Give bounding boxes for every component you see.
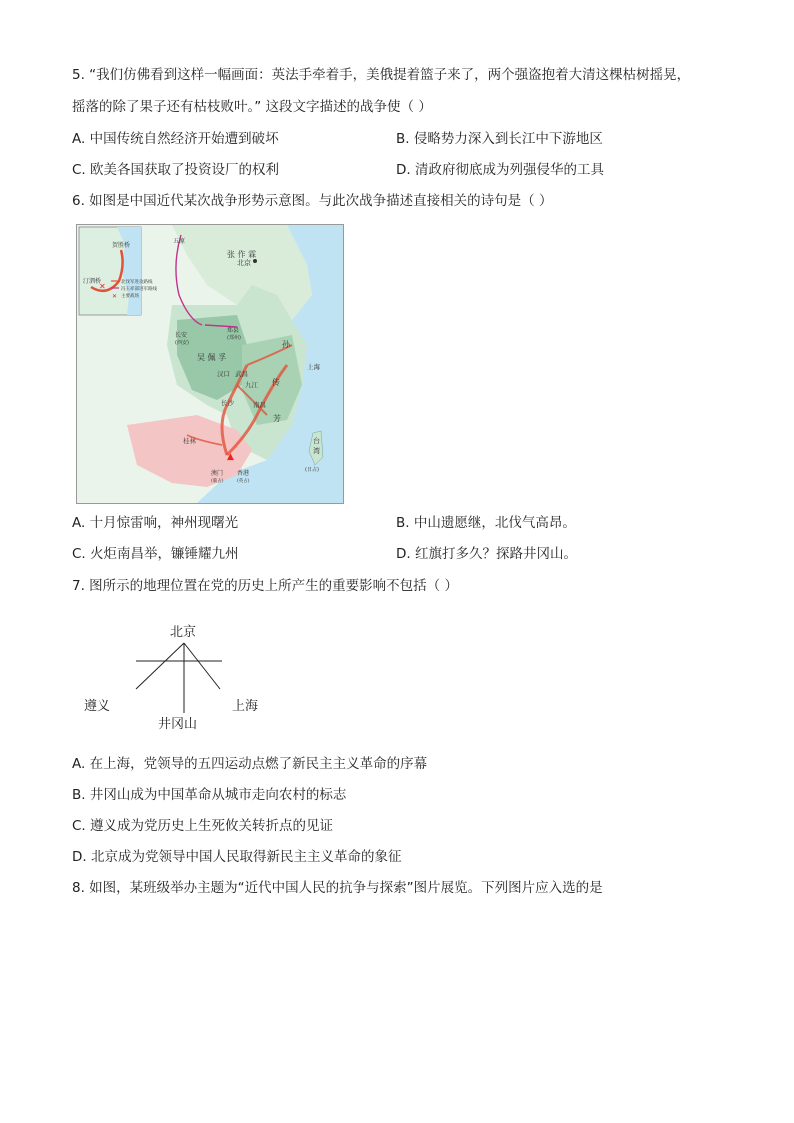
legend-battlefield: 主要战场 xyxy=(121,294,139,299)
q5-stem-line1: 5. “我们仿佛看到这样一幅画面：英法手牵着手，美俄提着篮子来了，两个强盗抱着大清这棵枯树摇晃， xyxy=(72,67,691,83)
q8-stem: 8. 如图，某班级举办主题为“近代中国人民的抗争与探索”图片展览。下列图片应入选的是 xyxy=(72,880,603,896)
svg-text:✕: ✕ xyxy=(112,293,118,300)
q7-option-a: A. 在上海，党领导的五四运动点燃了新民主主义革命的序幕 xyxy=(72,756,428,772)
map-label-wuyuan: 五原 xyxy=(173,238,186,245)
inset-hesheng-label: 贺胜桥 xyxy=(111,242,131,249)
diagram-label-east: 上海 xyxy=(232,699,259,714)
map-label-nanchang: 南昌 xyxy=(253,401,266,409)
q6-stem: 6. 如图是中国近代某次战争形势示意图。与此次战争描述直接相关的诗句是（ ） xyxy=(72,193,553,209)
q6-option-d: D. 红旗打多久？探路井冈山。 xyxy=(396,546,577,562)
map-label-changan: 长安 xyxy=(175,332,188,339)
svg-text:✕: ✕ xyxy=(99,282,106,291)
q7-option-d: D. 北京成为党领导中国人民取得新民主主义革命的象征 xyxy=(72,849,402,865)
map-label-xianggang-sub: (英占) xyxy=(237,479,250,484)
q5-option-d: D. 清政府彻底成为列强侵华的工具 xyxy=(396,162,604,178)
map-label-wupeifu: 吴 佩 孚 xyxy=(197,353,227,362)
map-label-guilin: 桂林 xyxy=(183,437,196,445)
diagram-label-north: 北京 xyxy=(170,625,197,640)
q5-option-a: A. 中国传统自然经济开始遭到破坏 xyxy=(72,131,279,147)
q6-option-a: A. 十月惊雷响，神州现曙光 xyxy=(72,515,239,531)
map-label-fang: 芳 xyxy=(273,414,281,423)
map-label-beijing: 北京 xyxy=(237,259,251,267)
q6-option-c: C. 火炬南昌举，镰锤耀九州 xyxy=(72,546,239,562)
q7-option-c: C. 遵义成为党历史上生死攸关转折点的见证 xyxy=(72,818,334,834)
war-situation-map xyxy=(76,224,344,504)
q7-stem: 7. 图所示的地理位置在党的历史上所产生的重要影响不包括（ ） xyxy=(72,578,458,594)
map-label-aomen: 澳门 xyxy=(211,470,224,477)
inset-tingsiqiao-label: 汀泗桥 xyxy=(83,278,102,285)
map-label-chuan: 传 xyxy=(272,378,280,387)
map-label-jiujiang: 九江 xyxy=(245,381,258,389)
map-label-taiwan-1: 台 xyxy=(313,437,320,445)
map-label-aomen-sub: (葡占) xyxy=(211,479,224,484)
q7-option-b: B. 井冈山成为中国革命从城市走向农村的标志 xyxy=(72,787,347,803)
map-label-changsha: 长沙 xyxy=(221,399,234,407)
svg-text:▲: ▲ xyxy=(227,452,234,462)
q5-option-b: B. 侵略势力深入到长江中下游地区 xyxy=(396,131,603,147)
map-label-riben: (日占) xyxy=(305,467,319,473)
q5-option-c: C. 欧美各国获取了投资设厂的权利 xyxy=(72,162,280,178)
map-label-hankou: 汉口 xyxy=(217,370,230,378)
q5-stem-line2: 摇落的除了果子还有枯枝败叶。” 这段文字描述的战争使（ ） xyxy=(72,99,432,115)
map-label-zhangzuolin: 张 作 霖 xyxy=(227,250,257,259)
map-label-zhengzhou: (郑州) xyxy=(227,335,241,341)
map-label-shanghai: 上海 xyxy=(307,363,320,371)
map-label-xianggang: 香港 xyxy=(237,470,250,477)
diagram-label-west: 遵义 xyxy=(84,699,111,714)
map-label-taiwan-2: 湾 xyxy=(313,447,320,455)
map-label-zhengxian: 郑县 xyxy=(227,327,240,334)
diagram-label-south: 井冈山 xyxy=(158,717,198,732)
map-label-sun: 孙 xyxy=(282,340,290,349)
legend-northern-expedition: 北伐军进攻路线 xyxy=(121,280,153,285)
legend-feng-yuxiang: 冯玉祥部进军路线 xyxy=(121,287,157,292)
location-diagram xyxy=(72,615,292,735)
map-label-wuchang: 武昌 xyxy=(235,370,248,378)
map-label-xian: (西安) xyxy=(175,340,189,346)
q6-option-b: B. 中山遗愿继，北伐气高昂。 xyxy=(396,515,576,531)
